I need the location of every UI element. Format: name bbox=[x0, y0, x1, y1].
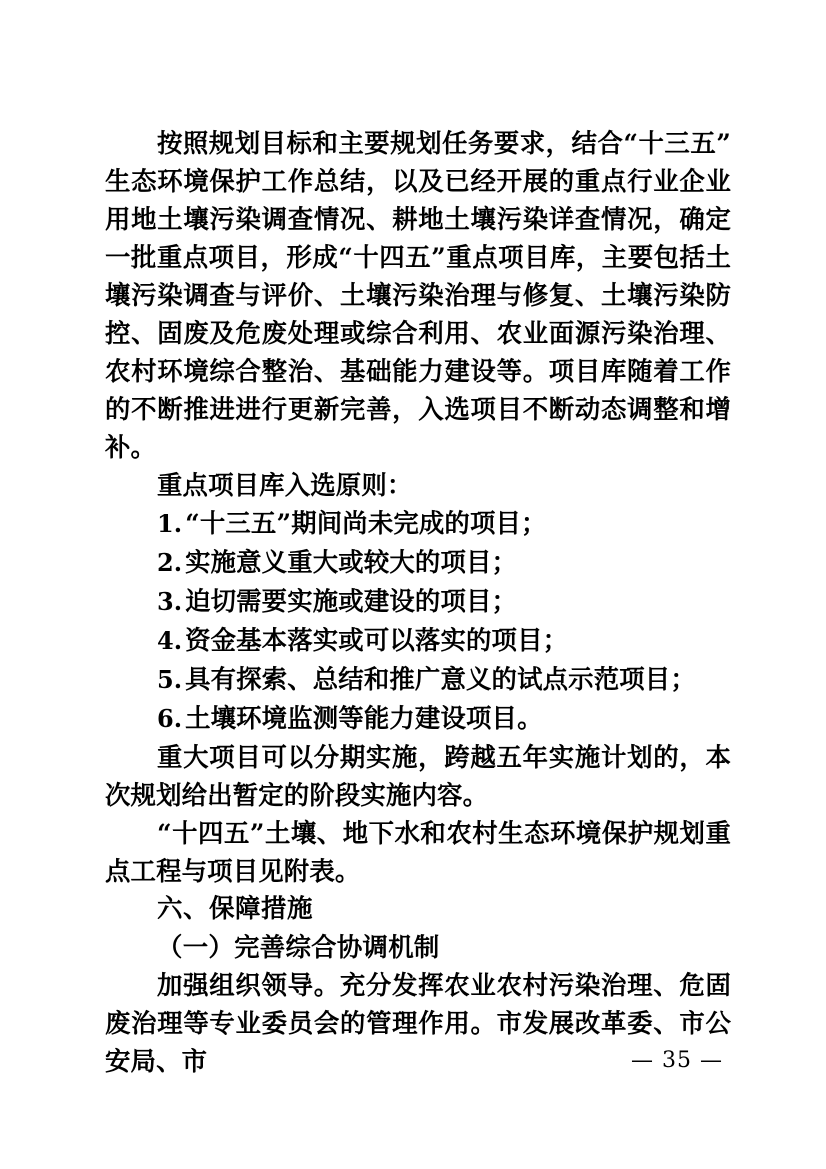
list-item-number: 6. bbox=[157, 704, 183, 733]
section-heading: 六、保障措施 bbox=[157, 894, 314, 924]
list-item-label: 具有探索、总结和推广意义的试点示范项目； bbox=[185, 664, 696, 694]
list-item-number: 2. bbox=[157, 548, 183, 577]
page-number: — 35 — bbox=[631, 1048, 723, 1073]
list-item-label: 土壤环境监测等能力建设项目。 bbox=[185, 703, 543, 733]
list-item-number: 4. bbox=[157, 626, 183, 655]
list-item bbox=[105, 621, 731, 660]
subsection-heading: （一）完善综合协调机制 bbox=[157, 932, 440, 962]
list-item bbox=[105, 543, 731, 582]
list-item bbox=[105, 582, 731, 621]
paragraph-phased-implementation: 重大项目可以分期实施，跨越五年实施计划的，本次规划给出暂定的阶段实施内容。 bbox=[105, 742, 731, 810]
principles-list bbox=[105, 504, 731, 738]
list-item-label: 迫切需要实施或建设的项目； bbox=[185, 586, 518, 616]
paragraph-project-library: 按照规划目标和主要规划任务要求，结合“十三五”生态环境保护工作总结，以及已经开展的重点行业企业用地土壤污染调查情况、耕地土壤污染详查情况，确定一批重点项目，形成“十四五”重点项目库，主要包括土壤污染调查与评价、土壤污染治理与修复、土壤污染防控、固废及危废处理或综合利用、农业面源污染治理、农村环境综合整治、基础能力建设等。项目库随着工作的不断推进进行更新完善，入选项目不断动态调整和增补。 bbox=[105, 128, 731, 462]
paragraph-principles-lead: 重点项目库入选原则： bbox=[157, 470, 413, 500]
paragraph-appendix-reference: “十四五”土壤、地下水和农村生态环境保护规划重点工程与项目见附表。 bbox=[105, 818, 731, 886]
list-item-number: 1. bbox=[157, 509, 183, 538]
list-item bbox=[105, 660, 731, 699]
list-item-number: 5. bbox=[157, 665, 183, 694]
list-item-label: 资金基本落实或可以落实的项目； bbox=[185, 625, 569, 655]
list-item-number: 3. bbox=[157, 587, 183, 616]
list-item-label: “十三五”期间尚未完成的项目； bbox=[185, 508, 547, 538]
list-item bbox=[105, 504, 731, 543]
list-item bbox=[105, 699, 731, 738]
text-column bbox=[105, 124, 731, 1080]
paragraph-organization-leadership: 加强组织领导。充分发挥农业农村污染治理、危固废治理等专业委员会的管理作用。市发展改革委、市公安局、市 bbox=[105, 970, 731, 1076]
list-item-label: 实施意义重大或较大的项目； bbox=[185, 547, 518, 577]
